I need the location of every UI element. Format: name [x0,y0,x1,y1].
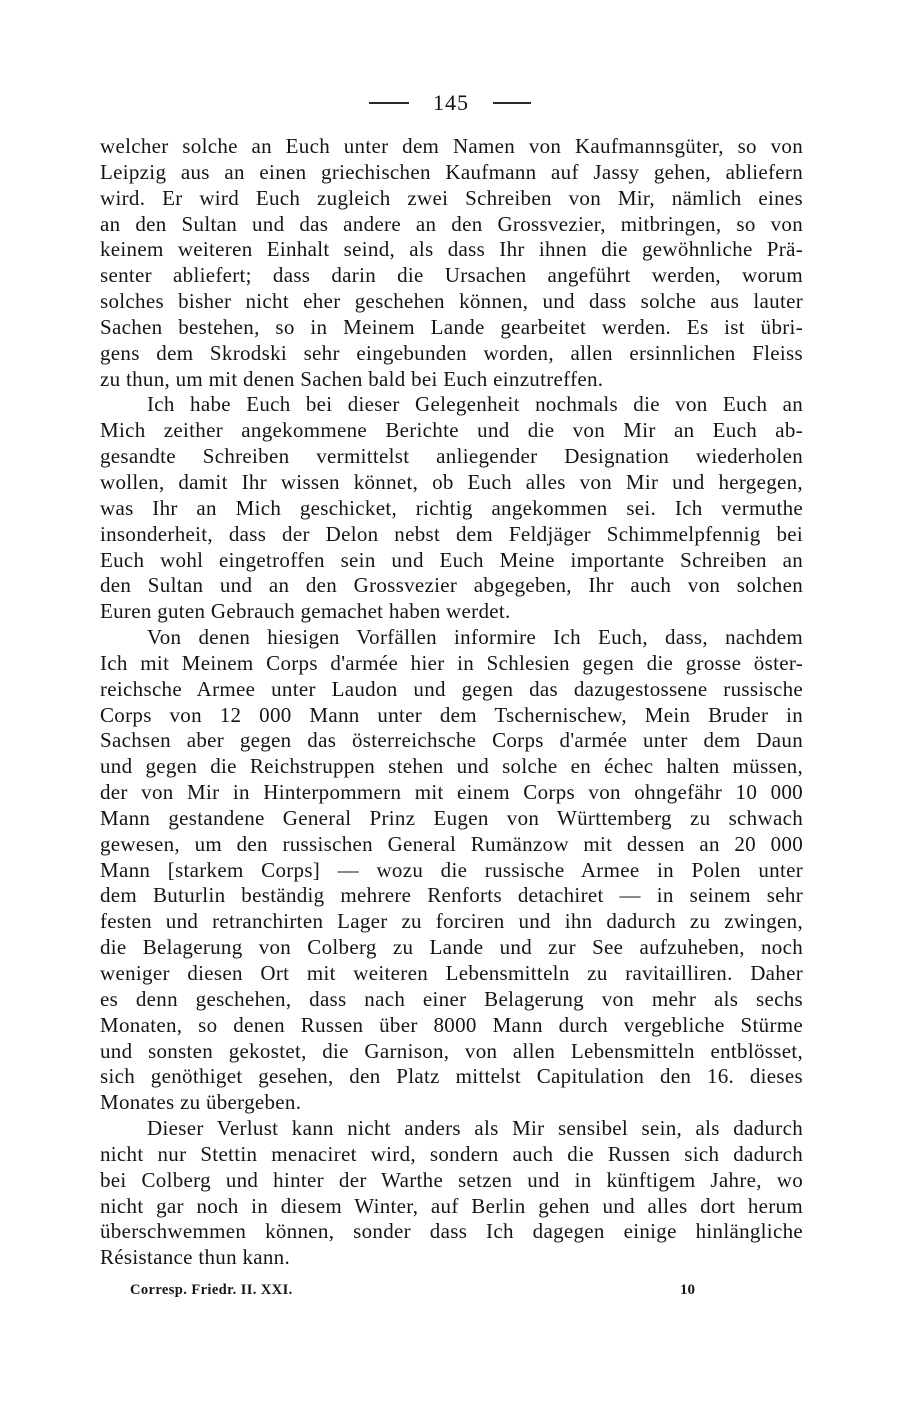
paragraph-1 [100,134,803,392]
body-text [100,134,803,1271]
text-line: Von denen hiesigen Vorfällen informire Ich Euch, dass, nachdem [147,625,803,650]
text-line: senter abliefert; dass darin die Ursachen angeführt werden, worum [100,263,803,288]
text-line: Sachen bestehen, so in Meinem Lande gearbeitet werden. Es ist übri- [100,314,803,339]
text-line: Mann [starkem Corps] — wozu die russische Armee in Polen unter [100,857,803,882]
text-line: was Ihr an Mich geschicket, richtig angekommen sei. Ich vermuthe [100,495,803,520]
text-line: Monates zu übergeben. [100,1090,302,1115]
text-line: Sachsen aber gegen das österreichsche Corps d'armée unter dem Daun [100,728,803,753]
text-line: nicht nur Stettin menaciret wird, sondern auch die Russen sich dadurch [100,1141,803,1166]
text-line: bei Colberg und hinter der Warthe setzen und in künftigem Jahre, wo [100,1167,803,1192]
footer-sheet-number: 10 [680,1282,695,1298]
text-line: Mich zeither angekommene Berichte und die von Mir an Euch ab- [100,418,803,443]
text-line: es denn geschehen, dass nach einer Belagerung von mehr als sechs [100,986,803,1011]
text-line: Résistance thun kann. [100,1245,291,1270]
paragraph-3 [100,625,803,1116]
text-line: keinem weiteren Einhalt seind, als dass Ihr ihnen die gewöhnliche Prä- [100,237,803,262]
text-line: Euren guten Gebrauch gemachet haben werdet. [100,599,511,624]
text-line: der von Mir in Hinterpommern mit einem Corps von ohngefähr 10 000 [100,780,803,805]
text-line: und gegen die Reichstruppen stehen und solche en échec halten müssen, [100,754,803,779]
text-line: überschwemmen können, sonder dass Ich dagegen einige hinlängliche [100,1219,803,1244]
text-line: weniger diesen Ort mit weiteren Lebensmitteln zu ravitailliren. Daher [100,961,803,985]
text-line: den Sultan und an den Grossvezier abgegeben, Ihr auch von solchen [100,573,803,598]
text-line: insonderheit, dass der Delon nebst dem Feldjäger Schimmelpfennig bei [100,521,803,546]
paragraph-2 [100,392,803,625]
text-line: Dieser Verlust kann nicht anders als Mir sensibel sein, als dadurch [147,1116,803,1141]
text-line: Monaten, so denen Russen über 8000 Mann durch vergebliche Stürme [100,1012,803,1037]
header-rule-left [369,102,409,104]
text-line: Ich habe Euch bei dieser Gelegenheit nochmals die von Euch an [147,392,803,417]
text-line: sich genöthiget gesehen, den Platz mittelst Capitulation den 16. dieses [100,1064,803,1089]
footer-signature: Corresp. Friedr. II. XXI. [130,1282,293,1298]
text-line: gewesen, um den russischen General Rumänzow mit dessen an 20 000 [100,831,803,856]
paragraph-4 [100,1116,803,1271]
text-line: Euch wohl eingetroffen sein und Euch Meine importante Schreiben an [100,547,803,572]
text-line: welcher solche an Euch unter dem Namen von Kaufmannsgüter, so von [100,134,803,158]
text-line: die Belagerung von Colberg zu Lande und zur See aufzuheben, noch [100,935,803,960]
text-line: an den Sultan und das andere an den Grossvezier, mitbringen, so von [100,211,803,236]
text-line: reichsche Armee unter Laudon und gegen das dazugestossene russische [100,676,803,701]
page-number: 145 [433,90,469,115]
text-line: Corps von 12 000 Mann unter dem Tschernischew, Mein Bruder in [100,702,803,727]
text-line: festen und retranchirten Lager zu forciren und ihn dadurch zu zwingen, [100,909,803,934]
text-line: wollen, damit Ihr wissen könnet, ob Euch alles von Mir und hergegen, [100,469,803,494]
text-line: Ich mit Meinem Corps d'armée hier in Schlesien gegen die grosse öster- [100,650,803,675]
header-rule-right [493,102,531,104]
text-line: und sonsten gekostet, die Garnison, von allen Lebensmitteln entblösset, [100,1038,803,1063]
page-header [0,88,900,118]
text-line: zu thun, um mit denen Sachen bald bei Euch einzutreffen. [100,366,604,391]
text-line: gens dem Skrodski sehr eingebunden worden, allen ersinnlichen Fleiss [100,340,803,365]
text-line: Leipzig aus an einen griechischen Kaufmann auf Jassy gehen, abliefern [100,159,803,184]
text-line: solches bisher nicht eher geschehen können, und dass solche aus lauter [100,289,803,314]
text-line: wird. Er wird Euch zugleich zwei Schreiben von Mir, nämlich eines [100,185,803,210]
text-line: dem Buturlin beständig mehrere Renforts detachiret — in seinem sehr [100,883,803,908]
text-line: gesandte Schreiben vermittelst anliegender Designation wiederholen [100,444,803,469]
text-line: Mann gestandene General Prinz Eugen von Württemberg zu schwach [100,805,803,830]
text-line: nicht gar noch in diesem Winter, auf Berlin gehen und alles dort herum [100,1193,803,1218]
